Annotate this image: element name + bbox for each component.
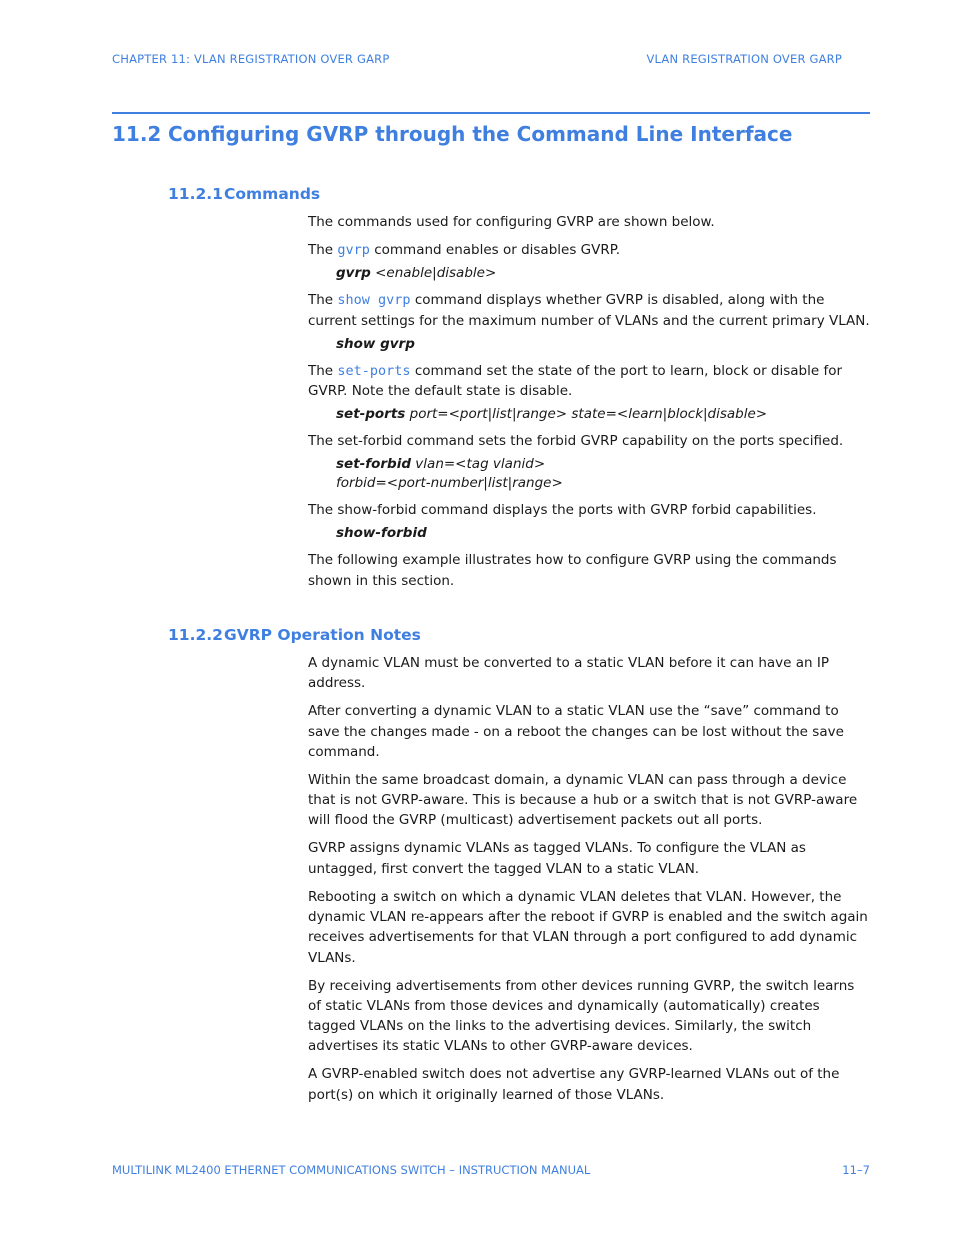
text: command enables or disables GVRP.: [369, 241, 621, 258]
syntax-command: gvrp: [336, 264, 371, 281]
note-paragraph: Within the same broadcast domain, a dynamic VLAN can pass through a device that is not GVRP-aware. This is because a hub or a switch that is not GVRP-aware will flood the GVRP (multicast) advertisement packets out all ports.: [308, 771, 858, 829]
syntax-command: show-forbid: [336, 524, 427, 541]
subsection-number: 11.2.2: [168, 626, 223, 644]
syntax-args: vlan=<tag vlanid>: [411, 456, 546, 473]
gvrp-code: gvrp: [337, 241, 370, 258]
note-paragraph: Rebooting a switch on which a dynamic VLAN deletes that VLAN. However, the dynamic VLAN re-appears after the reboot if GVRP is enabled and the switch again receives advertisements for that VLAN through a port configured to add dynamic VLANs.: [308, 888, 868, 966]
page-footer: [112, 1163, 870, 1177]
commands-body: [308, 212, 870, 599]
section-number: 11.2: [112, 122, 162, 146]
show-forbid-description: The show-forbid command displays the ports with GVRP forbid capabilities.: [308, 502, 817, 518]
header-chapter: CHAPTER 11: VLAN REGISTRATION OVER GARP: [112, 52, 390, 66]
set-ports-syntax: [336, 405, 870, 423]
text: The: [308, 241, 338, 258]
section-title: Configuring GVRP through the Command Line Interface: [168, 122, 793, 146]
note-paragraph: A dynamic VLAN must be converted to a static VLAN before it can have an IP address.: [308, 655, 829, 692]
header-section: VLAN REGISTRATION OVER GARP: [646, 52, 842, 66]
page-number: 11–7: [842, 1163, 870, 1177]
notes-body: [308, 653, 870, 1113]
subsection-title: GVRP Operation Notes: [224, 626, 421, 644]
gvrp-description: [308, 240, 870, 260]
syntax-command: show gvrp: [336, 335, 415, 352]
set-ports-description: [308, 361, 870, 402]
syntax-command: set-ports: [336, 406, 406, 423]
show-gvrp-code: show gvrp: [337, 292, 411, 309]
text: command displays whether GVRP is disabled, along with the current settings for the maximum number of VLANs and the current primary VLAN.: [308, 292, 870, 329]
footer-manual-title: MULTILINK ML2400 ETHERNET COMMUNICATIONS SWITCH – INSTRUCTION MANUAL: [112, 1163, 591, 1177]
subsection-heading-notes: [168, 626, 421, 644]
show-gvrp-syntax: [336, 335, 870, 353]
subsection-number: 11.2.1: [168, 185, 223, 203]
set-forbid-syntax: [336, 455, 870, 492]
heading-rule: [112, 112, 870, 114]
syntax-args: <enable|disable>: [370, 264, 497, 281]
set-forbid-description: The set-forbid command sets the forbid GVRP capability on the ports specified.: [308, 433, 844, 450]
text: The: [308, 362, 338, 379]
syntax-command: set-forbid: [336, 456, 412, 473]
subsection-heading-commands: [168, 185, 320, 203]
set-ports-code: set-ports: [337, 362, 411, 379]
note-paragraph: By receiving advertisements from other devices running GVRP, the switch learns of static VLANs from those devices and dynamically (automatically) creates tagged VLANs on the links to the advertising devices. Similarly, the switch advertises its static VLANs to other GVRP-aware devices.: [308, 977, 855, 1055]
subsection-title: Commands: [224, 185, 321, 203]
note-paragraph: A GVRP-enabled switch does not advertise any GVRP-learned VLANs out of the port(s) on which it originally learned of those VLANs.: [308, 1066, 840, 1103]
note-paragraph: After converting a dynamic VLAN to a static VLAN use the “save” command to save the changes made - on a reboot the changes can be lost without the save command.: [308, 703, 844, 760]
note-paragraph: GVRP assigns dynamic VLANs as tagged VLANs. To configure the VLAN as untagged, first convert the tagged VLAN to a static VLAN.: [308, 840, 806, 877]
running-header: [112, 52, 842, 66]
example-paragraph: The following example illustrates how to configure GVRP using the commands shown in this section.: [308, 552, 837, 589]
syntax-args: port=<port|list|range> state=<learn|block|disable>: [405, 406, 768, 423]
text: The: [308, 292, 338, 309]
show-forbid-syntax: [336, 524, 870, 542]
gvrp-syntax: [336, 264, 870, 282]
syntax-args-line2: forbid=<port-number|list|range>: [336, 474, 563, 491]
text: command set the state of the port to learn, block or disable for GVRP. Note the default state is disable.: [308, 362, 843, 400]
show-gvrp-description: [308, 290, 870, 331]
section-heading: [112, 122, 792, 146]
commands-intro: The commands used for configuring GVRP are shown below.: [308, 214, 715, 230]
